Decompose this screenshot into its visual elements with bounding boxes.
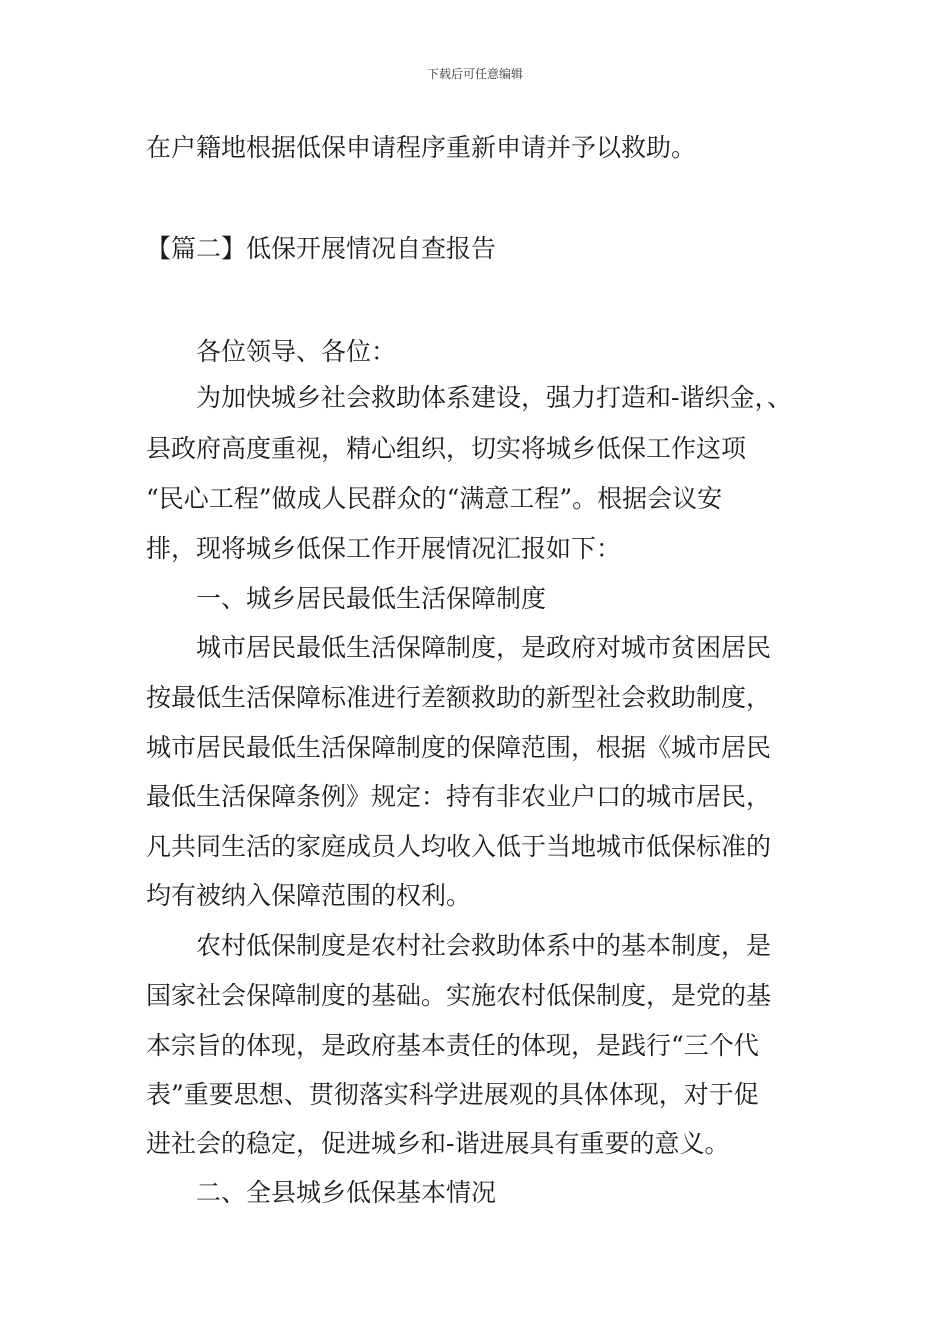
- text-line: 最低生活保障条例》规定：持有非农业户口的城市居民，: [146, 782, 772, 811]
- text-line: 表”重要思想、贯彻落实科学进展观的具体体现，对于促: [146, 1080, 759, 1109]
- subheading: 二、全县城乡低保基本情况: [196, 1178, 497, 1207]
- text-line: 排，现将城乡低保工作开展情况汇报如下：: [146, 534, 622, 563]
- text-line: 凡共同生活的家庭成员人均收入低于当地城市低保标准的: [146, 832, 772, 861]
- subheading: 一、城乡居民最低生活保障制度: [196, 584, 547, 613]
- salutation: 各位领导、各位：: [196, 337, 397, 366]
- text-line: “民心工程”做成人民群众的“满意工程”。根据会议安: [146, 484, 723, 513]
- text-line: 均有被纳入保障范围的权利。: [146, 881, 472, 910]
- text-line: 国家社会保障制度的基础。实施农村低保制度，是党的基: [146, 981, 772, 1010]
- text-line: 本宗旨的体现，是政府基本责任的体现，是践行“三个代: [146, 1031, 759, 1060]
- text-line: 按最低生活保障标准进行差额救助的新型社会救助制度，: [146, 683, 772, 712]
- text-line: 城市居民最低生活保障制度，是政府对城市贫困居民: [196, 633, 772, 662]
- section-title: 【篇二】低保开展情况自查报告: [146, 234, 497, 263]
- page-header: 下载后可任意编辑: [426, 67, 523, 81]
- text-line: 进社会的稳定，促进城乡和-谐进展具有重要的意义。: [146, 1129, 730, 1158]
- text-line: 城市居民最低生活保障制度的保障范围，根据《城市居民: [146, 733, 772, 762]
- text-line: 县政府高度重视，精心组织，切实将城乡低保工作这项: [146, 434, 747, 463]
- text-line: 农村低保制度是农村社会救助体系中的基本制度，是: [196, 931, 772, 960]
- text-line: 在户籍地根据低保申请程序重新申请并予以救助。: [146, 133, 697, 162]
- text-line: 为加快城乡社会救助体系建设，强力打造和-谐织金，、: [196, 383, 792, 412]
